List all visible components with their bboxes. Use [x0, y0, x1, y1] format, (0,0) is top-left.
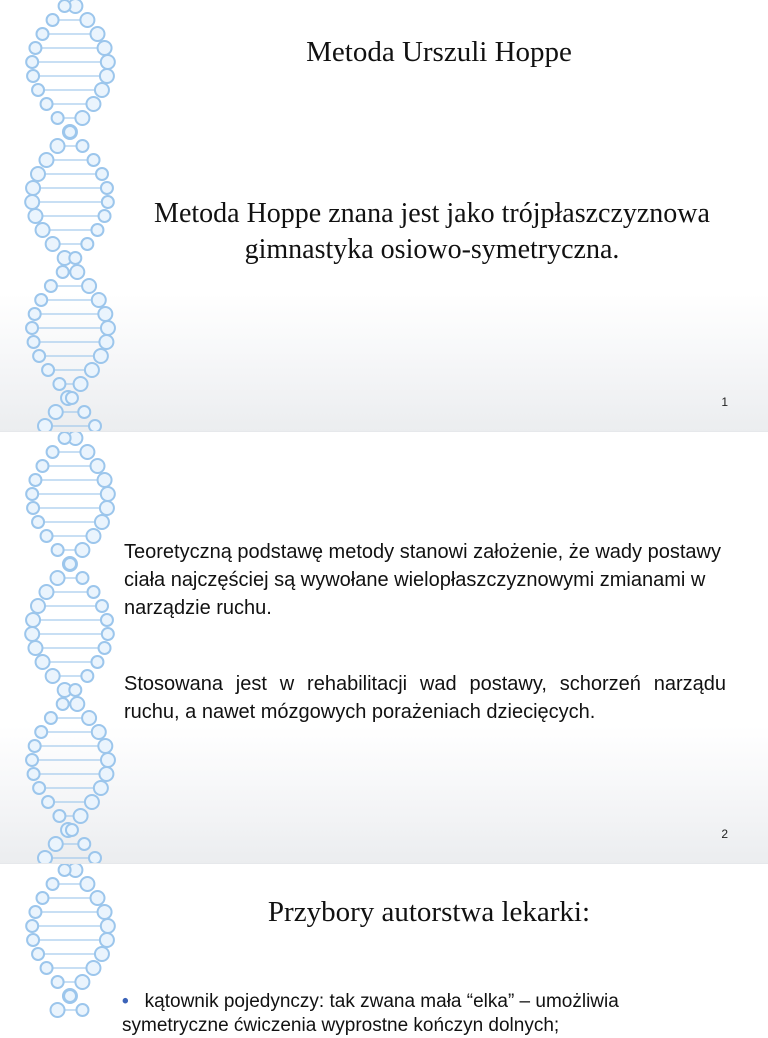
slide-2-page-number: 2 — [721, 827, 728, 841]
bullet-icon: • — [122, 991, 129, 1012]
dna-helix-icon — [0, 432, 130, 864]
dna-helix-icon — [0, 0, 130, 432]
bullet-item-text: kątownik pojedynczy: tak zwana mała “elka” – umożliwia — [144, 991, 619, 1012]
slide-2-paragraph-2: Stosowana jest w rehabilitacji wad postawy, schorzeń narządu ruchu, a nawet mózgowych porażeniach dziecięcych. — [124, 673, 726, 723]
slide-2-paragraph-1: Teoretyczną podstawę metody stanowi założenie, że wady postawy ciała najczęściej są wywołane wielopłaszczyznowymi zmianami w narządzie ruchu. — [124, 541, 721, 619]
slide-3-title: Przybory autorstwa lekarki: — [267, 896, 591, 928]
bullet-item — [122, 990, 728, 1014]
slide-2 — [0, 432, 768, 864]
slide-1-body: Metoda Hoppe znana jest jako trójpłaszczyznowa gimnastyka osiowo-symetryczna. — [154, 198, 710, 265]
bullet-item-continuation: symetryczne ćwiczenia wyprostne kończyn dolnych; — [122, 1015, 560, 1036]
slide-1-page-number: 1 — [721, 395, 728, 409]
slide-1-title: Metoda Urszuli Hoppe — [306, 36, 572, 68]
dna-helix-icon — [0, 864, 130, 1024]
